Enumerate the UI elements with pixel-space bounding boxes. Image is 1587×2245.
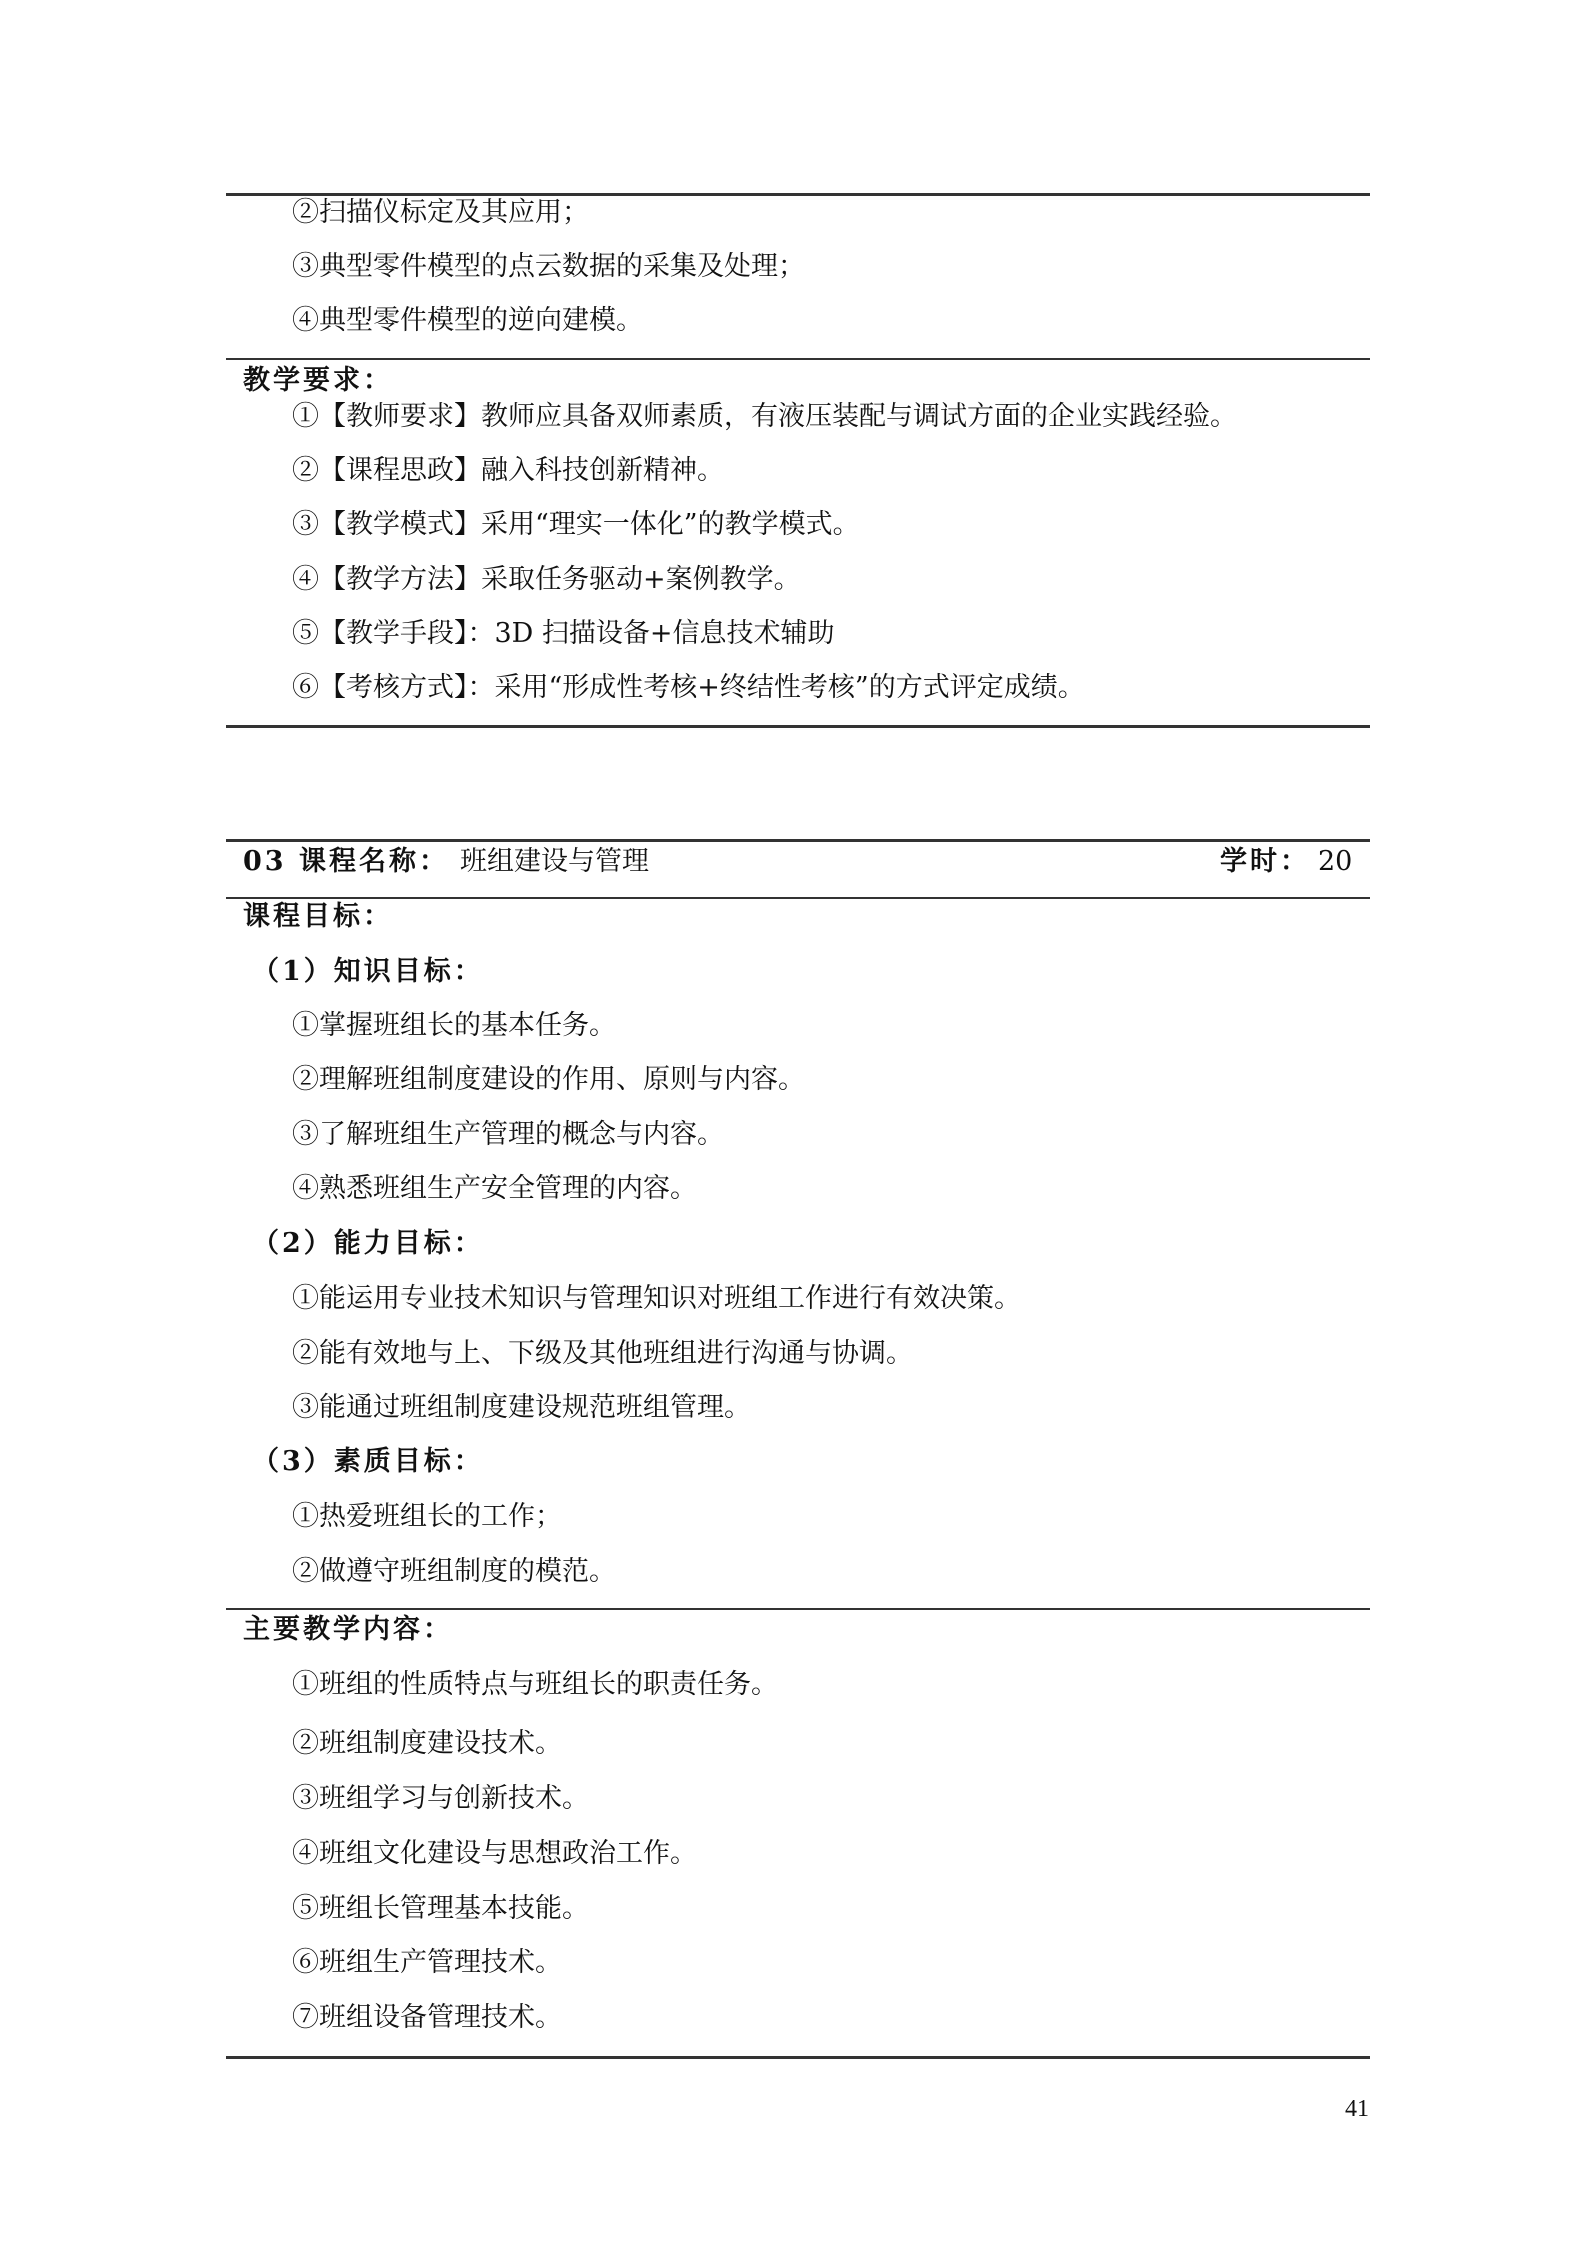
content-item: ④典型零件模型的逆向建模。 [292, 305, 643, 336]
course-header-divider [226, 897, 1370, 899]
requirements-divider [226, 358, 1370, 360]
requirement-item: ②【课程思政】融入科技创新精神。 [292, 455, 724, 486]
knowledge-item: ②理解班组制度建设的作用、原则与内容。 [292, 1064, 805, 1095]
requirement-item: ⑤【教学手段】：3D 扫描设备+信息技术辅助 [292, 618, 835, 649]
course-hours-value: 20 [1318, 846, 1353, 877]
content-item: ②扫描仪标定及其应用； [292, 197, 589, 228]
goals-heading: 课程目标： [243, 901, 393, 932]
content-heading: 主要教学内容： [243, 1614, 453, 1645]
content-item: ③典型零件模型的点云数据的采集及处理； [292, 251, 805, 282]
ability-item: ①能运用专业技术知识与管理知识对班组工作进行有效决策。 [292, 1283, 1021, 1314]
course-hours-label: 学时： [1220, 846, 1310, 877]
page-number: 41 [1345, 2096, 1369, 2122]
content-item: ⑥班组生产管理技术。 [292, 1947, 562, 1978]
content-divider [226, 1608, 1370, 1610]
course-section-bottom-border [226, 2056, 1370, 2059]
quality-item: ①热爱班组长的工作； [292, 1501, 562, 1532]
knowledge-heading: （1）知识目标： [252, 956, 484, 987]
content-item: ①班组的性质特点与班组长的职责任务。 [292, 1669, 778, 1700]
ability-heading: （2）能力目标： [252, 1228, 484, 1259]
content-item: ⑦班组设备管理技术。 [292, 2002, 562, 2033]
requirements-heading: 教学要求： [243, 365, 393, 396]
ability-item: ③能通过班组制度建设规范班组管理。 [292, 1392, 751, 1423]
requirement-item: ④【教学方法】采取任务驱动+案例教学。 [292, 564, 801, 595]
ability-item: ②能有效地与上、下级及其他班组进行沟通与协调。 [292, 1338, 913, 1369]
content-item: ④班组文化建设与思想政治工作。 [292, 1838, 697, 1869]
content-item: ③班组学习与创新技术。 [292, 1783, 589, 1814]
knowledge-item: ③了解班组生产管理的概念与内容。 [292, 1119, 724, 1150]
content-item: ②班组制度建设技术。 [292, 1728, 562, 1759]
knowledge-item: ①掌握班组长的基本任务。 [292, 1010, 616, 1041]
content-item: ⑤班组长管理基本技能。 [292, 1893, 589, 1924]
course-name-value: 班组建设与管理 [460, 846, 649, 877]
requirement-item: ①【教师要求】教师应具备双师素质，有液压装配与调试方面的企业实践经验。 [292, 401, 1237, 432]
requirement-item: ⑥【考核方式】：采用“形成性考核+终结性考核”的方式评定成绩。 [292, 672, 1085, 703]
requirement-item: ③【教学模式】采用“理实一体化”的教学模式。 [292, 509, 860, 540]
course-section-top-border [226, 839, 1370, 842]
quality-item: ②做遵守班组制度的模范。 [292, 1556, 616, 1587]
top-section-bottom-border [226, 725, 1370, 728]
knowledge-item: ④熟悉班组生产安全管理的内容。 [292, 1173, 697, 1204]
course-name-label: 03 课程名称： [243, 846, 449, 877]
quality-heading: （3）素质目标： [252, 1446, 484, 1477]
